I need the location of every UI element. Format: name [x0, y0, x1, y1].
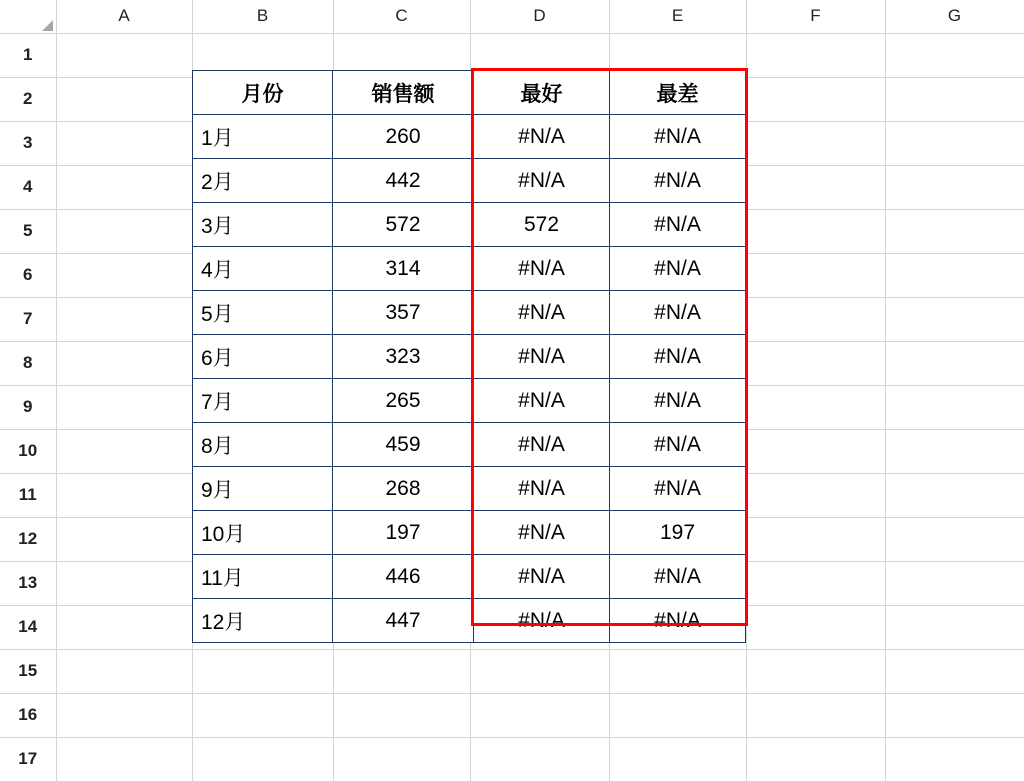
cell-worst[interactable]: #N/A [610, 247, 746, 291]
cell-best[interactable]: #N/A [474, 379, 610, 423]
cell-d16[interactable] [470, 693, 609, 737]
cell-a14[interactable] [56, 605, 192, 649]
cell-f2[interactable] [746, 77, 885, 121]
cell-g16[interactable] [885, 693, 1024, 737]
cell-best[interactable]: 572 [474, 203, 610, 247]
cell-g9[interactable] [885, 385, 1024, 429]
cell-f1[interactable] [746, 33, 885, 77]
cell-sales[interactable]: 447 [333, 599, 474, 643]
cell-a5[interactable] [56, 209, 192, 253]
sales-data-table [192, 70, 746, 643]
table-row[interactable] [193, 467, 746, 511]
row-header-12[interactable]: 12 [0, 517, 56, 561]
cell-a17[interactable] [56, 737, 192, 781]
cell-month[interactable]: 12月 [193, 599, 333, 643]
cell-worst[interactable]: #N/A [610, 115, 746, 159]
cell-best[interactable]: #N/A [474, 555, 610, 599]
cell-month[interactable]: 6月 [193, 335, 333, 379]
cell-f13[interactable] [746, 561, 885, 605]
cell-worst[interactable]: #N/A [610, 335, 746, 379]
cell-a13[interactable] [56, 561, 192, 605]
table-row[interactable] [193, 335, 746, 379]
cell-g17[interactable] [885, 737, 1024, 781]
row-header-5[interactable]: 5 [0, 209, 56, 253]
row-header-13[interactable]: 13 [0, 561, 56, 605]
table-row[interactable] [193, 511, 746, 555]
cell-worst[interactable]: #N/A [610, 555, 746, 599]
cell-e15[interactable] [609, 649, 746, 693]
cell-a11[interactable] [56, 473, 192, 517]
cell-a9[interactable] [56, 385, 192, 429]
cell-worst[interactable]: #N/A [610, 379, 746, 423]
cell-a3[interactable] [56, 121, 192, 165]
cell-month[interactable]: 1月 [193, 115, 333, 159]
select-all-corner-triangle-icon [42, 20, 53, 31]
row-header-6[interactable]: 6 [0, 253, 56, 297]
cell-a7[interactable] [56, 297, 192, 341]
cell-f4[interactable] [746, 165, 885, 209]
grid-row [0, 649, 1024, 693]
cell-b16[interactable] [192, 693, 333, 737]
column-header-best: 最好 [474, 71, 610, 115]
grid-row [0, 693, 1024, 737]
cell-month[interactable]: 2月 [193, 159, 333, 203]
table-row[interactable] [193, 115, 746, 159]
column-header-c[interactable]: C [333, 0, 470, 33]
cell-sales[interactable]: 446 [333, 555, 474, 599]
cell-g14[interactable] [885, 605, 1024, 649]
cell-f15[interactable] [746, 649, 885, 693]
cell-sales[interactable]: 459 [333, 423, 474, 467]
column-header-month: 月份 [193, 71, 333, 115]
cell-sales[interactable]: 572 [333, 203, 474, 247]
select-all-button[interactable] [0, 0, 56, 33]
cell-g1[interactable] [885, 33, 1024, 77]
cell-sales[interactable]: 442 [333, 159, 474, 203]
column-header-row [0, 0, 1024, 33]
row-header-7[interactable]: 7 [0, 297, 56, 341]
cell-best[interactable]: #N/A [474, 599, 610, 643]
row-header-17[interactable]: 17 [0, 737, 56, 781]
column-header-b[interactable]: B [192, 0, 333, 33]
cell-f7[interactable] [746, 297, 885, 341]
cell-f6[interactable] [746, 253, 885, 297]
cell-f14[interactable] [746, 605, 885, 649]
cell-best[interactable]: #N/A [474, 247, 610, 291]
cell-a12[interactable] [56, 517, 192, 561]
cell-a2[interactable] [56, 77, 192, 121]
column-header-g[interactable]: G [885, 0, 1024, 33]
cell-a10[interactable] [56, 429, 192, 473]
cell-worst[interactable]: #N/A [610, 599, 746, 643]
cell-worst[interactable]: #N/A [610, 467, 746, 511]
cell-best[interactable]: #N/A [474, 115, 610, 159]
cell-a15[interactable] [56, 649, 192, 693]
cell-sales[interactable]: 197 [333, 511, 474, 555]
table-row[interactable] [193, 423, 746, 467]
table-header-row [193, 71, 746, 115]
cell-worst[interactable]: #N/A [610, 159, 746, 203]
cell-sales[interactable]: 314 [333, 247, 474, 291]
cell-d15[interactable] [470, 649, 609, 693]
cell-sales[interactable]: 265 [333, 379, 474, 423]
column-header-d[interactable]: D [470, 0, 609, 33]
cell-worst[interactable]: #N/A [610, 203, 746, 247]
column-header-f[interactable]: F [746, 0, 885, 33]
cell-b17[interactable] [192, 737, 333, 781]
row-header-14[interactable]: 14 [0, 605, 56, 649]
row-header-2[interactable]: 2 [0, 77, 56, 121]
cell-d17[interactable] [470, 737, 609, 781]
cell-month[interactable]: 9月 [193, 467, 333, 511]
cell-g12[interactable] [885, 517, 1024, 561]
cell-g11[interactable] [885, 473, 1024, 517]
cell-month[interactable]: 8月 [193, 423, 333, 467]
row-header-10[interactable]: 10 [0, 429, 56, 473]
cell-sales[interactable]: 268 [333, 467, 474, 511]
column-header-a[interactable]: A [56, 0, 192, 33]
cell-f5[interactable] [746, 209, 885, 253]
column-header-worst: 最差 [610, 71, 746, 115]
cell-g6[interactable] [885, 253, 1024, 297]
row-header-11[interactable]: 11 [0, 473, 56, 517]
cell-sales[interactable]: 260 [333, 115, 474, 159]
cell-sales[interactable]: 323 [333, 335, 474, 379]
table-row[interactable] [193, 159, 746, 203]
cell-best[interactable]: #N/A [474, 423, 610, 467]
cell-f11[interactable] [746, 473, 885, 517]
cell-best[interactable]: #N/A [474, 467, 610, 511]
cell-g2[interactable] [885, 77, 1024, 121]
cell-worst[interactable]: 197 [610, 511, 746, 555]
cell-month[interactable]: 7月 [193, 379, 333, 423]
row-header-15[interactable]: 15 [0, 649, 56, 693]
table-row[interactable] [193, 599, 746, 643]
cell-c17[interactable] [333, 737, 470, 781]
row-header-8[interactable]: 8 [0, 341, 56, 385]
table-row[interactable] [193, 291, 746, 335]
cell-best[interactable]: #N/A [474, 291, 610, 335]
cell-f17[interactable] [746, 737, 885, 781]
cell-a8[interactable] [56, 341, 192, 385]
row-header-4[interactable]: 4 [0, 165, 56, 209]
cell-month[interactable]: 3月 [193, 203, 333, 247]
row-header-9[interactable]: 9 [0, 385, 56, 429]
cell-month[interactable]: 5月 [193, 291, 333, 335]
cell-month[interactable]: 10月 [193, 511, 333, 555]
cell-f8[interactable] [746, 341, 885, 385]
cell-f12[interactable] [746, 517, 885, 561]
cell-a4[interactable] [56, 165, 192, 209]
cell-a6[interactable] [56, 253, 192, 297]
cell-g8[interactable] [885, 341, 1024, 385]
table-row[interactable] [193, 379, 746, 423]
cell-b15[interactable] [192, 649, 333, 693]
cell-month[interactable]: 11月 [193, 555, 333, 599]
table-row[interactable] [193, 247, 746, 291]
cell-sales[interactable]: 357 [333, 291, 474, 335]
cell-a16[interactable] [56, 693, 192, 737]
row-header-3[interactable]: 3 [0, 121, 56, 165]
cell-g5[interactable] [885, 209, 1024, 253]
cell-g15[interactable] [885, 649, 1024, 693]
cell-month[interactable]: 4月 [193, 247, 333, 291]
column-header-sales: 销售额 [333, 71, 474, 115]
row-header-1[interactable]: 1 [0, 33, 56, 77]
cell-g7[interactable] [885, 297, 1024, 341]
cell-g10[interactable] [885, 429, 1024, 473]
cell-a1[interactable] [56, 33, 192, 77]
cell-worst[interactable]: #N/A [610, 423, 746, 467]
cell-c16[interactable] [333, 693, 470, 737]
cell-g3[interactable] [885, 121, 1024, 165]
row-header-16[interactable]: 16 [0, 693, 56, 737]
cell-best[interactable]: #N/A [474, 335, 610, 379]
grid-row [0, 737, 1024, 781]
cell-g13[interactable] [885, 561, 1024, 605]
cell-f3[interactable] [746, 121, 885, 165]
table-row[interactable] [193, 555, 746, 599]
cell-f9[interactable] [746, 385, 885, 429]
cell-worst[interactable]: #N/A [610, 291, 746, 335]
cell-f10[interactable] [746, 429, 885, 473]
cell-e16[interactable] [609, 693, 746, 737]
cell-e17[interactable] [609, 737, 746, 781]
cell-best[interactable]: #N/A [474, 511, 610, 555]
column-header-e[interactable]: E [609, 0, 746, 33]
cell-best[interactable]: #N/A [474, 159, 610, 203]
cell-c15[interactable] [333, 649, 470, 693]
table-row[interactable] [193, 203, 746, 247]
cell-f16[interactable] [746, 693, 885, 737]
cell-g4[interactable] [885, 165, 1024, 209]
